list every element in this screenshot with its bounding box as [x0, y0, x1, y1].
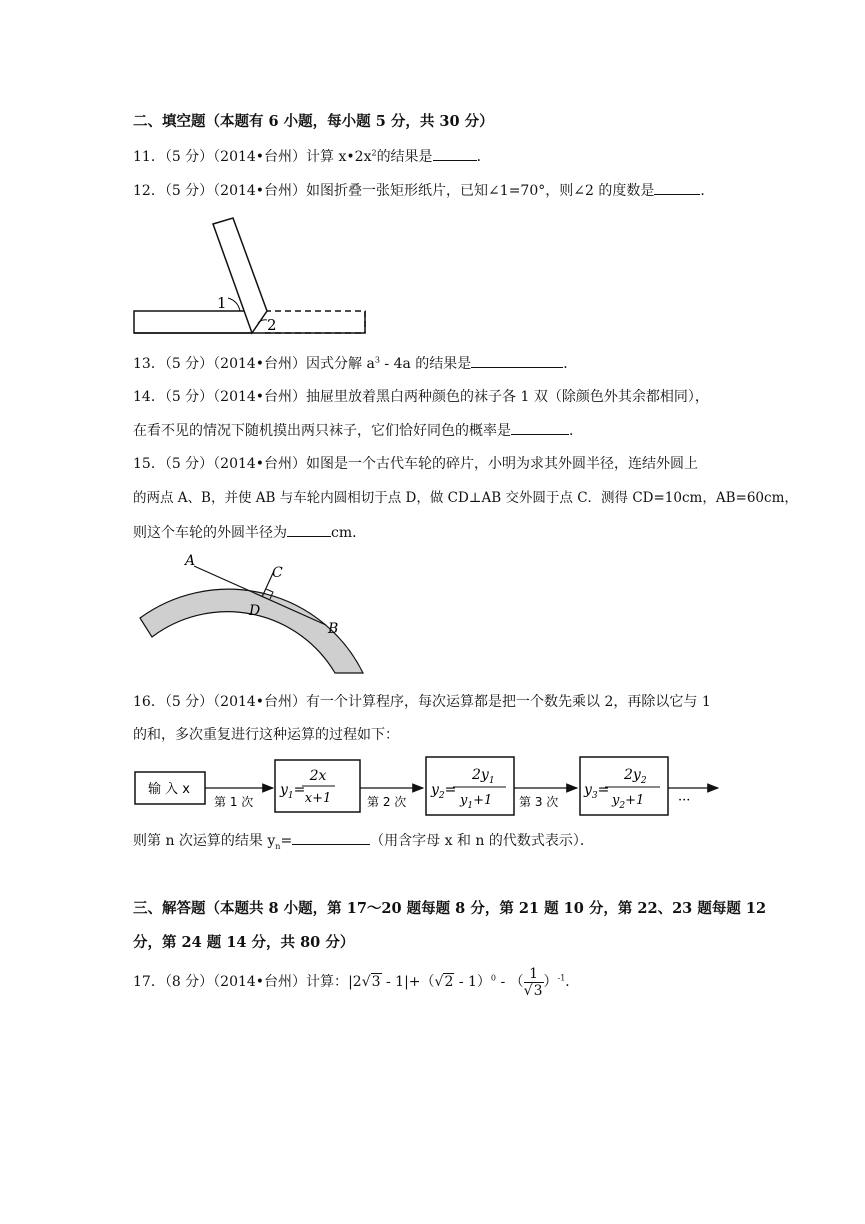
q16-answer-blank[interactable] [292, 830, 370, 845]
q17-fraction [524, 966, 544, 999]
q12-end: ． [700, 183, 715, 199]
q14-answer-blank[interactable] [511, 420, 569, 435]
q15-line3-suffix: cm． [331, 525, 367, 541]
q14-line2-text: 在看不见的情况下随机摸出两只袜子，它们恰好同色的概率是 [133, 423, 511, 439]
step-1-label: 第 1 次 [214, 795, 254, 809]
box-1-denominator: x+1 [304, 791, 332, 806]
q11-exponent: 2 [371, 148, 377, 158]
q13-answer-blank[interactable] [471, 353, 563, 368]
section-3-heading-line-1: 三、解答题（本题共 8 小题，第 17～20 题每题 8 分，第 21 题 10 分，第 22、23 题每题 12 [133, 900, 767, 917]
question-15-line-2: 的两点 A、B，并使 AB 与车轮内圆相切于点 D，做 CD⊥AB 交外圆于点 C．测得 CD=10cm，AB=60cm， [133, 490, 798, 506]
angle-1-label: 1 [217, 294, 227, 312]
question-11 [133, 146, 491, 167]
q16-equals: = [280, 833, 293, 849]
q11-end: ． [476, 149, 491, 165]
question-16-line-2: 的和，多次重复进行这种运算的过程如下： [133, 727, 399, 743]
section-3-heading-line-2: 分，第 24 题 14 分，共 80 分） [133, 934, 355, 951]
question-12 [133, 180, 714, 201]
q17-abs-open: |2 [348, 974, 362, 990]
q17-sqrt2: √2 [434, 974, 454, 990]
question-15-line-3 [133, 522, 366, 543]
box-2-numerator: $2y_1$ [472, 767, 495, 786]
point-d-label: D [249, 603, 261, 619]
q15-answer-blank[interactable] [287, 522, 331, 537]
q17-fraction-denominator: √3 [523, 982, 543, 999]
q17-part4: - （ [496, 974, 524, 990]
q14-end: ． [569, 423, 583, 439]
q17-part3: - 1） [454, 974, 491, 990]
question-16-line-3 [133, 830, 594, 851]
question-14-line-1: 14．（5 分）（2014•台州）抽屉里放着黑白两种颜色的袜子各 1 双（除颜色外其余都相同）， [133, 389, 709, 405]
q17-fraction-numerator: 1 [524, 966, 544, 983]
q16-line3-suffix: （用含字母 x 和 n 的代数式表示）． [370, 833, 594, 849]
question-13 [133, 353, 577, 374]
q17-prefix: 17．（8 分）（2014•台州）计算： [133, 974, 349, 990]
q15-wheel-fragment-figure [130, 552, 370, 682]
q13-suffix: - 4a 的结果是 [379, 356, 472, 372]
folded-flap [213, 218, 267, 333]
box-3-numerator: $2y_2$ [624, 767, 647, 786]
question-16-line-1: 16．（5 分）（2014•台州）有一个计算程序，每次运算都是把一个数先乘以 2，再除以它与 1 [133, 694, 711, 710]
q12-answer-blank[interactable] [654, 180, 700, 195]
q17-exponent-neg1: -1 [557, 973, 566, 983]
step-3-label: 第 3 次 [519, 795, 559, 809]
angle-2-label: 2 [267, 316, 277, 334]
q16-subscript-n: n [275, 841, 281, 851]
box-1-lhs: $y_1=$ [280, 782, 306, 801]
q17-part2: - 1|+（ [381, 974, 435, 990]
input-box-label: 输 入 x [148, 782, 190, 797]
box-3-denominator: $y_2+1$ [612, 793, 645, 811]
box-2-denominator: $y_1+1$ [460, 793, 493, 811]
step-2-label: 第 2 次 [367, 795, 407, 809]
question-14-line-2 [133, 420, 583, 441]
q17-exponent-zero: 0 [490, 973, 497, 983]
point-b-label: B [328, 621, 339, 637]
q16-flow-diagram [130, 752, 730, 822]
q17-end: ． [565, 974, 580, 990]
q11-answer-blank[interactable] [433, 146, 477, 161]
point-c-label: C [272, 565, 283, 581]
q13-end: ． [563, 356, 578, 372]
ellipsis: ··· [678, 793, 691, 808]
q13-prefix: 13．（5 分）（2014•台州）因式分解 a [133, 356, 375, 372]
box-1-numerator: 2x [309, 768, 327, 784]
q12-text: 12．（5 分）（2014•台州）如图折叠一张矩形纸片，已知∠1=70°，则∠2 的度数是 [133, 183, 655, 199]
section-2-heading: 二、填空题（本题有 6 小题，每小题 5 分，共 30 分） [133, 113, 494, 130]
q11-suffix: 的结果是 [376, 149, 433, 165]
q17-sqrt3: √3 [361, 974, 381, 990]
q11-prefix: 11．（5 分）（2014•台州）计算 x•2x [133, 149, 372, 165]
q17-part5: ） [543, 974, 558, 990]
angle-1-arc [228, 298, 240, 311]
question-17 [133, 962, 579, 1002]
question-15-line-1: 15．（5 分）（2014•台州）如图是一个古代车轮的碎片，小明为求其外圆半径，连结外圆上 [133, 456, 699, 472]
q15-line3-prefix: 则这个车轮的外圆半径为 [133, 525, 287, 541]
box-3-lhs: $y_3=$ [584, 782, 610, 801]
q13-exponent: 3 [374, 355, 380, 365]
point-a-label: A [185, 553, 196, 569]
q16-line3-prefix: 则第 n 次运算的结果 y [133, 833, 276, 849]
box-2-lhs: $y_2=$ [431, 782, 457, 801]
q12-folded-paper-figure [130, 216, 370, 340]
